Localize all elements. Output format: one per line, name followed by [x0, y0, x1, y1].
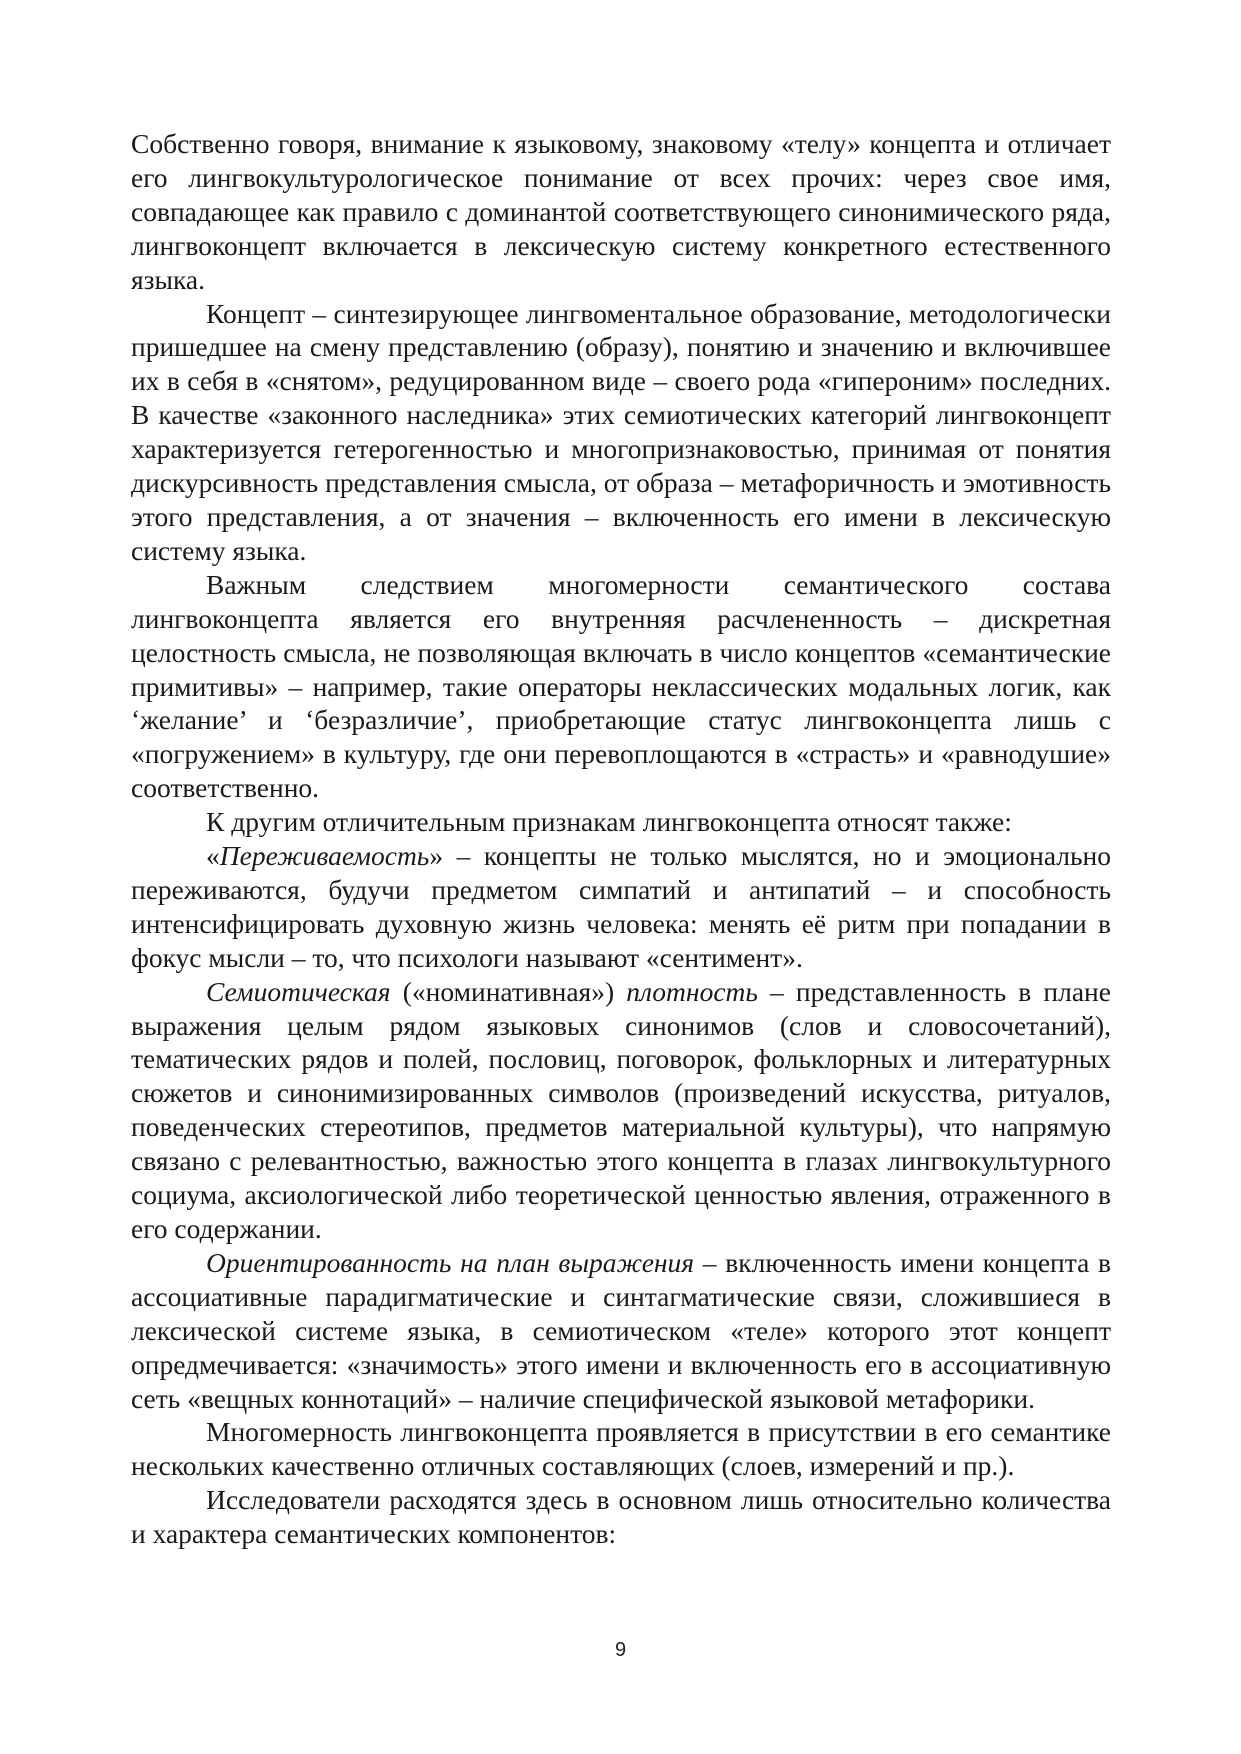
- page-number: 9: [614, 1639, 627, 1661]
- paragraph-9: Исследователи расходятся здесь в основном лишь относительно количества и характера семантических компонентов:: [131, 1484, 1111, 1550]
- paragraph-7: [131, 1246, 1111, 1416]
- term-perezhivaemost: Переживаемость: [219, 840, 430, 872]
- open-quote: «: [206, 840, 220, 872]
- paragraph-1: Собственно говоря, внимание к языковому, знаковому «телу» концепта и отличает его лингвокультурологическое понимание от всех прочих: через свое имя, совпадающее как правило с доминантой соответствующего синонимического ряда, лингвоконцепт включается в лексическую систему конкретного естественного языка.: [131, 128, 1111, 295]
- paragraph-2: Концепт – синтезирующее лингвоментальное образование, методологически пришедшее на смену представлению (образу), понятию и значению и включившее их в себя в «снятом», редуцированном виде – своего рода «гипероним» последних. В качестве «законного наследника» этих семиотических категорий лингвоконцепт характеризуется гетерогенностью и многопризнаковостью, принимая от понятия дискурсивность представления смысла, от образа – метафоричность и эмотивность этого представления, а от значения – включенность его имени в лексическую систему языка.: [131, 297, 1111, 566]
- paragraph-7-text: – включенность имени концепта в ассоциативные парадигматические и синтагматические связи, сложившиеся в лексической системе языка, в семиотическом «теле» которого этот концепт опредмечивается: «значимость» этого имени и включенность его в ассоциативную сеть «вещных коннотаций» – наличие специфической языковой метафорики.: [131, 1246, 1111, 1414]
- paragraph-8: Многомерность лингвоконцепта проявляется в присутствии в его семантике нескольких качественно отличных составляющих (слоев, измерений и пр.).: [131, 1416, 1111, 1482]
- paragraph-5: [131, 839, 1111, 975]
- paragraph-6-text: – представленность в плане выражения целым рядом языковых синонимов (слов и словосочетаний), тематических рядов и полей, пословиц, поговорок, фольклорных и литературных сюжетов и синонимизированных символов (произведений искусства, ритуалов, поведенческих стереотипов, предметов материальной культуры), что напрямую связано с релевантностью, важностью этого концепта в глазах лингвокультурного социума, аксиологической либо теоретической ценностью явления, отраженного в его содержании.: [131, 975, 1111, 1244]
- paragraph-3: Важным следствием многомерности семантического состава лингвоконцепта является его внутренняя расчлененность – дискретная целостность смысла, не позволяющая включать в число концептов «семантические примитивы» – например, такие операторы неклассических модальных логик, как ‘желание’ и ‘безразличие’, приобретающие статус лингвоконцепта лишь с «погружением» в культуру, где они перевоплощаются в «страсть» и «равнодушие» соответственно.: [131, 568, 1111, 804]
- paragraph-6: [131, 975, 1111, 1246]
- paragraph-5-text: » – концепты не только мыслятся, но и эмоционально переживаются, будучи предметом симпатий и антипатий – и способность интенсифицировать духовную жизнь человека: менять её ритм при попадании в фокус мысли – то, что психологи называют «сентимент».: [131, 840, 1111, 973]
- body-text: [131, 127, 1111, 1551]
- term-plotnost: плотность: [626, 975, 758, 1007]
- paragraph-4: К другим отличительным признакам лингвоконцепта относят также:: [206, 806, 1012, 838]
- term-orientirovannost: Ориентированность на план выражения: [206, 1246, 695, 1278]
- paragraph-6-middle: («номинативная»): [390, 975, 627, 1007]
- term-semioticheskaya: Семиотическая: [206, 975, 391, 1007]
